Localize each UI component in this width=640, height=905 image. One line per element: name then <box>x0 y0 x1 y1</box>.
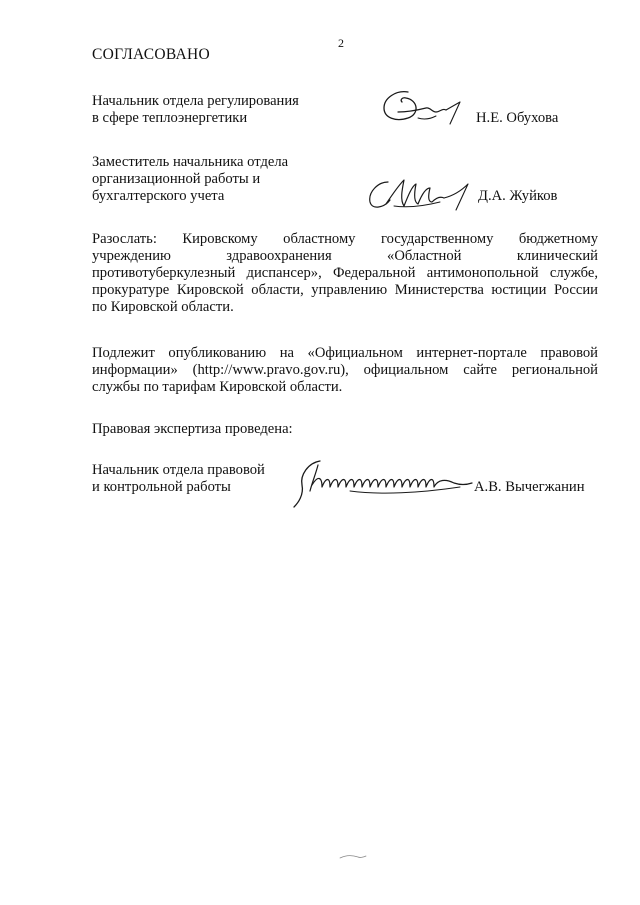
signature-obukhova <box>378 82 478 130</box>
publication-line-1: Подлежит опубликованию на «Официальном интернет-портале правовой <box>92 345 598 361</box>
legal-reviewer-position-line-1: Начальник отдела правовой <box>92 462 265 478</box>
distribution-line-2: учреждению здравоохранения «Областной клинический <box>92 248 598 264</box>
approver-1-position-line-1: Начальник отдела регулирования <box>92 93 299 109</box>
approver-2-position-line-3: бухгалтерского учета <box>92 188 225 204</box>
legal-reviewer-position-line-2: и контрольной работы <box>92 479 231 495</box>
scan-mark <box>338 852 368 862</box>
legal-review-statement: Правовая экспертиза проведена: <box>92 421 293 437</box>
signature-vychegzhanin <box>290 455 474 511</box>
approver-2-name: Д.А. Жуйков <box>478 188 558 204</box>
publication-line-2: информации» (http://www.pravo.gov.ru), официальном сайте региональной <box>92 362 598 378</box>
distribution-line-3: противотуберкулезный диспансер», Федеральной антимонопольной службе, <box>92 265 598 281</box>
approval-heading: СОГЛАСОВАНО <box>92 46 211 63</box>
publication-line-3: службы по тарифам Кировской области. <box>92 379 343 395</box>
approver-1-position-line-2: в сфере теплоэнергетики <box>92 110 248 126</box>
distribution-line-5: по Кировской области. <box>92 299 234 315</box>
distribution-line-1: Разослать: Кировскому областному государственному бюджетному <box>92 231 598 247</box>
signature-zhuikov <box>364 170 480 214</box>
page-number: 2 <box>338 36 344 50</box>
distribution-line-4: прокуратуре Кировской области, управлению Министерства юстиции России <box>92 282 598 298</box>
legal-reviewer-name: А.В. Вычегжанин <box>474 479 585 495</box>
approver-2-position-line-1: Заместитель начальника отдела <box>92 154 289 170</box>
approver-2-position-line-2: организационной работы и <box>92 171 261 187</box>
approver-1-name: Н.Е. Обухова <box>476 110 559 126</box>
